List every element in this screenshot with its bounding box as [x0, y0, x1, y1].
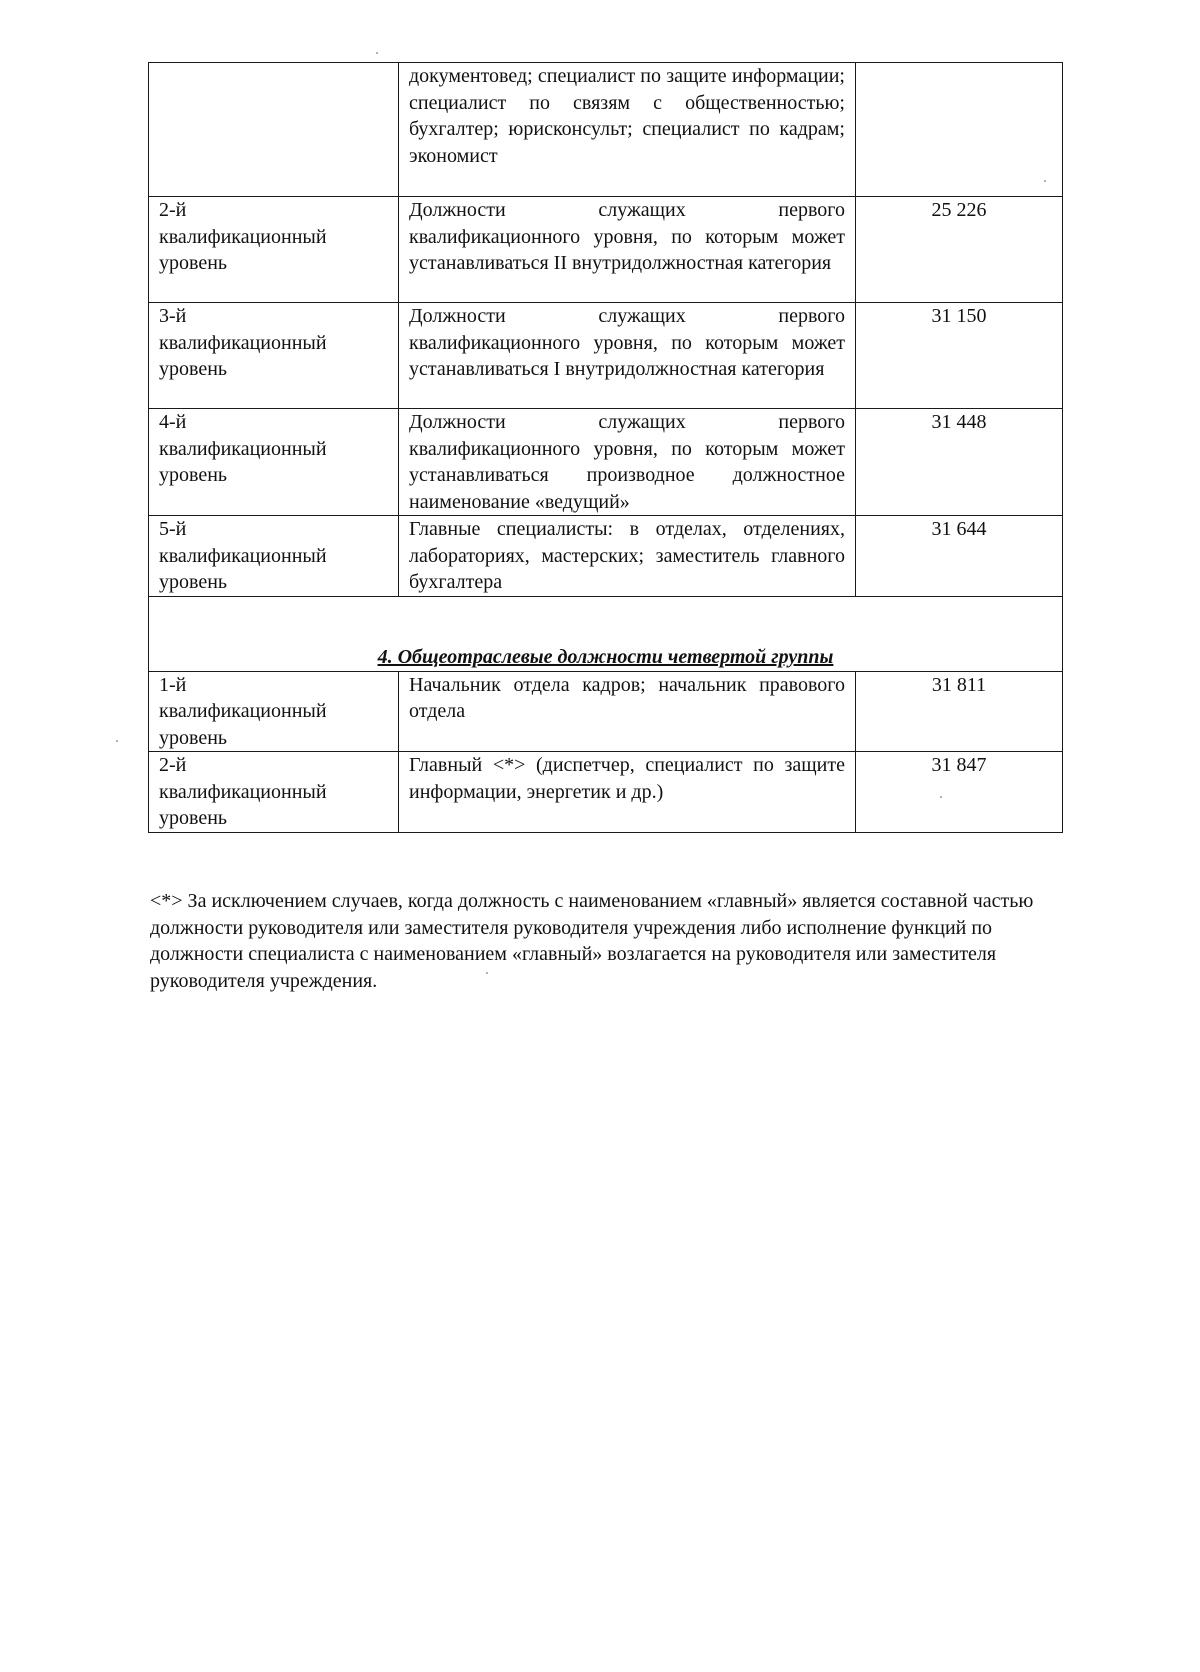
- level-cell: [149, 197, 399, 303]
- description-cell: [399, 303, 856, 409]
- level-word: квалификационный: [159, 700, 327, 722]
- level-cell: [149, 516, 399, 597]
- description-cell: [399, 409, 856, 516]
- level-number: 2-й: [159, 754, 187, 776]
- description-cell: [399, 752, 856, 833]
- level-cell: [149, 671, 399, 752]
- salary-table: [148, 62, 1063, 833]
- table-row: [149, 197, 1063, 303]
- description-text: Должности служащих первого квалификационного уровня, по которым может устанавливаться II внутридолжностная категория: [409, 199, 845, 274]
- level-cell: [149, 63, 399, 197]
- scan-speck: [116, 740, 118, 742]
- amount-cell: 31 448: [856, 409, 1063, 516]
- amount-cell: 31 644: [856, 516, 1063, 597]
- scan-speck: [1044, 180, 1046, 182]
- description-text: Главные специалисты: в отделах, отделениях, лабораториях, мастерских; заместитель главного бухгалтера: [409, 518, 845, 593]
- level-word: квалификационный: [159, 225, 327, 248]
- description-cell: [399, 671, 856, 752]
- level-number: 2-й: [159, 199, 187, 221]
- description-cell: [399, 197, 856, 303]
- level-suffix: уровень: [159, 464, 228, 486]
- scan-speck: [376, 52, 378, 54]
- level-number: 3-й: [159, 305, 187, 327]
- amount-cell: [856, 63, 1063, 197]
- level-number: 1-й: [159, 673, 187, 696]
- amount-cell: 31 811: [856, 671, 1063, 752]
- amount-cell: 31 847: [856, 752, 1063, 833]
- scan-speck: [486, 972, 488, 974]
- description-text: Должности служащих первого квалификационного уровня, по которым может устанавливаться I внутридолжностная категория: [409, 305, 845, 380]
- scan-speck: [940, 796, 942, 798]
- group-heading-row: [149, 596, 1063, 671]
- table-row: [149, 63, 1063, 197]
- level-number: 5-й: [159, 518, 187, 540]
- table-row: [149, 303, 1063, 409]
- footnote: <*> За исключением случаев, когда должность с наименованием «главный» является составной частью должности руководителя или заместителя руководителя учреждения либо исполнение функций по должности специалиста с наименованием «главный» возлагается на руководителя или заместителя руководителя учреждения.: [150, 890, 1034, 992]
- level-suffix: уровень: [159, 726, 228, 749]
- description-text: Главный <*> (диспетчер, специалист по защите информации, энергетик и др.): [409, 754, 845, 803]
- table-row: [149, 516, 1063, 597]
- table-row: [149, 409, 1063, 516]
- level-cell: [149, 409, 399, 516]
- level-suffix: уровень: [159, 807, 228, 829]
- level-number: 4-й: [159, 411, 187, 433]
- amount-cell: 25 226: [856, 197, 1063, 303]
- level-word: квалификационный: [159, 780, 327, 803]
- description-text: Должности служащих первого квалификационного уровня, по которым может устанавливаться производное должностное наименование «ведущий»: [409, 411, 845, 513]
- description-cell: [399, 63, 856, 197]
- table-row: [149, 671, 1063, 752]
- description-text: документовед; специалист по защите информации; специалист по связям с общественностью; бухгалтер; юрисконсульт; специалист по кадрам; экономист: [409, 65, 845, 167]
- level-word: квалификационный: [159, 331, 327, 354]
- group-heading: 4. Общеотраслевые должности четвертой группы: [149, 596, 1063, 671]
- description-text: Начальник отдела кадров; начальник правового отдела: [409, 673, 845, 722]
- level-cell: [149, 303, 399, 409]
- description-cell: [399, 516, 856, 597]
- level-word: квалификационный: [159, 437, 327, 460]
- level-cell: [149, 752, 399, 833]
- table-row: [149, 752, 1063, 833]
- level-suffix: уровень: [159, 358, 228, 380]
- level-suffix: уровень: [159, 252, 228, 274]
- level-suffix: уровень: [159, 571, 228, 593]
- amount-cell: 31 150: [856, 303, 1063, 409]
- level-word: квалификационный: [159, 544, 327, 567]
